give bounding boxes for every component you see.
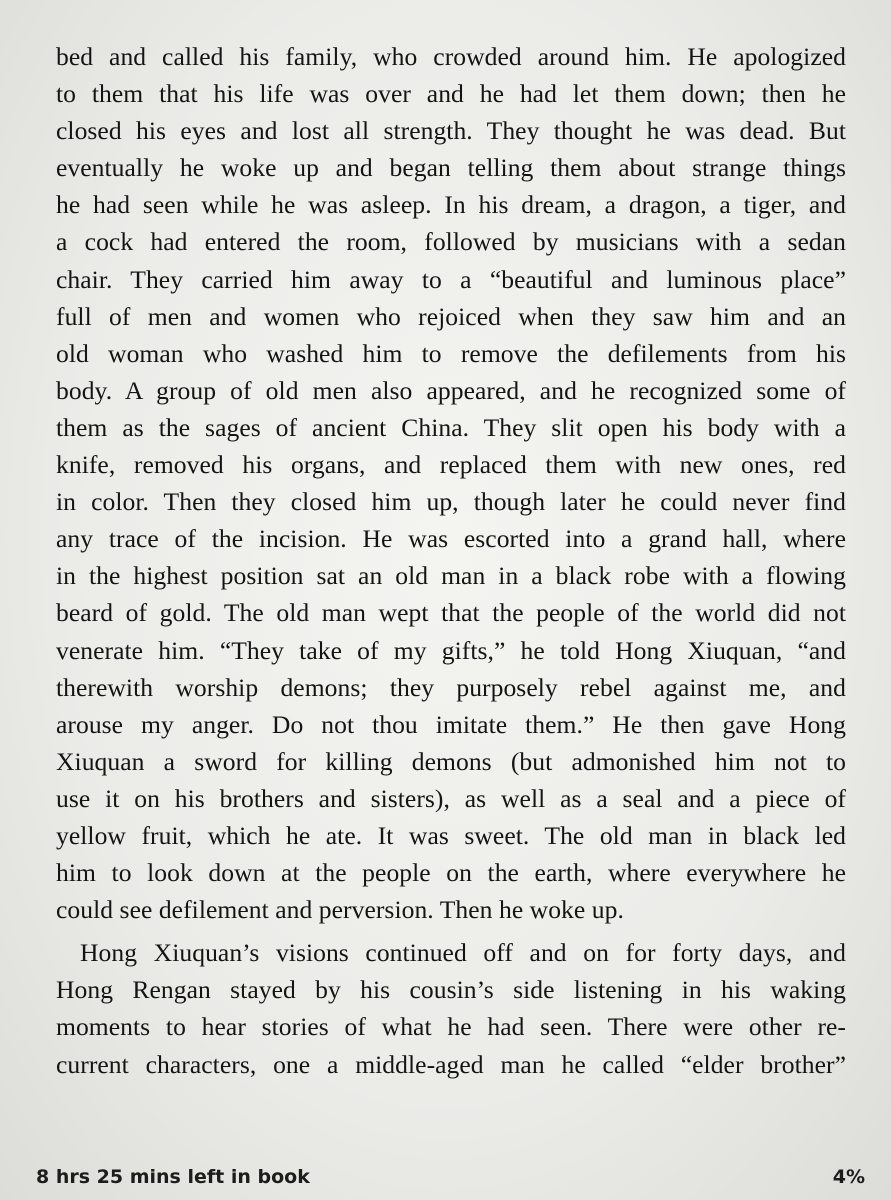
text-line-13: in color. Then they closed him up, though later he could never find: [56, 487, 846, 517]
text-line-17: venerate him. “They take of my gifts,” he told Hong Xiuquan, “and: [56, 635, 846, 665]
reading-progress-footer[interactable]: [36, 1166, 865, 1196]
progress-percent: 4%: [832, 1166, 865, 1188]
text-line-20: Xiuquan a sword for killing demons (but admonished him not to: [56, 746, 846, 776]
text-line-26: Hong Rengan stayed by his cousin’s side listening in his waking: [56, 975, 846, 1005]
text-line-11: them as the sages of ancient China. They slit open his body with a: [56, 412, 846, 442]
text-line-15: in the highest position sat an old man in a black robe with a flowing: [56, 561, 846, 591]
text-line-2: to them that his life was over and he had let them down; then he: [56, 79, 846, 109]
text-line-23: him to look down at the people on the earth, where everywhere he: [56, 858, 846, 888]
text-line-3: closed his eyes and lost all strength. They thought he was dead. But: [56, 116, 846, 146]
time-left-in-book[interactable]: 8 hrs 25 mins left in book: [36, 1166, 310, 1188]
text-line-9: old woman who washed him to remove the defilements from his: [56, 338, 846, 368]
book-page-text[interactable]: [56, 38, 846, 1083]
text-line-18: therewith worship demons; they purposely rebel against me, and: [56, 672, 846, 702]
text-line-24: could see defilement and perversion. Then he woke up.: [56, 895, 624, 925]
text-line-28: current characters, one a middle-aged man he called “elder brother”: [56, 1049, 846, 1079]
text-line-6: a cock had entered the room, followed by musicians with a sedan: [56, 227, 846, 257]
text-line-19: arouse my anger. Do not thou imitate them.” He then gave Hong: [56, 709, 846, 739]
text-line-27: moments to hear stories of what he had seen. There were other re-: [56, 1012, 846, 1042]
text-line-5: he had seen while he was asleep. In his dream, a dragon, a tiger, and: [56, 190, 846, 220]
text-line-1: bed and called his family, who crowded around him. He apologized: [56, 42, 846, 71]
text-line-25: Hong Xiuquan’s visions continued off and on for forty days, and: [80, 938, 846, 968]
text-line-14: any trace of the incision. He was escorted into a grand hall, where: [56, 524, 846, 554]
text-line-7: chair. They carried him away to a “beautiful and luminous place”: [56, 264, 846, 294]
text-line-8: full of men and women who rejoiced when they saw him and an: [56, 301, 846, 331]
text-line-21: use it on his brothers and sisters), as well as a seal and a piece of: [56, 783, 846, 813]
text-line-12: knife, removed his organs, and replaced them with new ones, red: [56, 450, 846, 480]
text-line-22: yellow fruit, which he ate. It was sweet. The old man in black led: [56, 820, 846, 850]
text-line-10: body. A group of old men also appeared, and he recognized some of: [56, 375, 846, 405]
text-line-16: beard of gold. The old man wept that the people of the world did not: [56, 598, 846, 628]
text-line-4: eventually he woke up and began telling them about strange things: [56, 153, 846, 183]
